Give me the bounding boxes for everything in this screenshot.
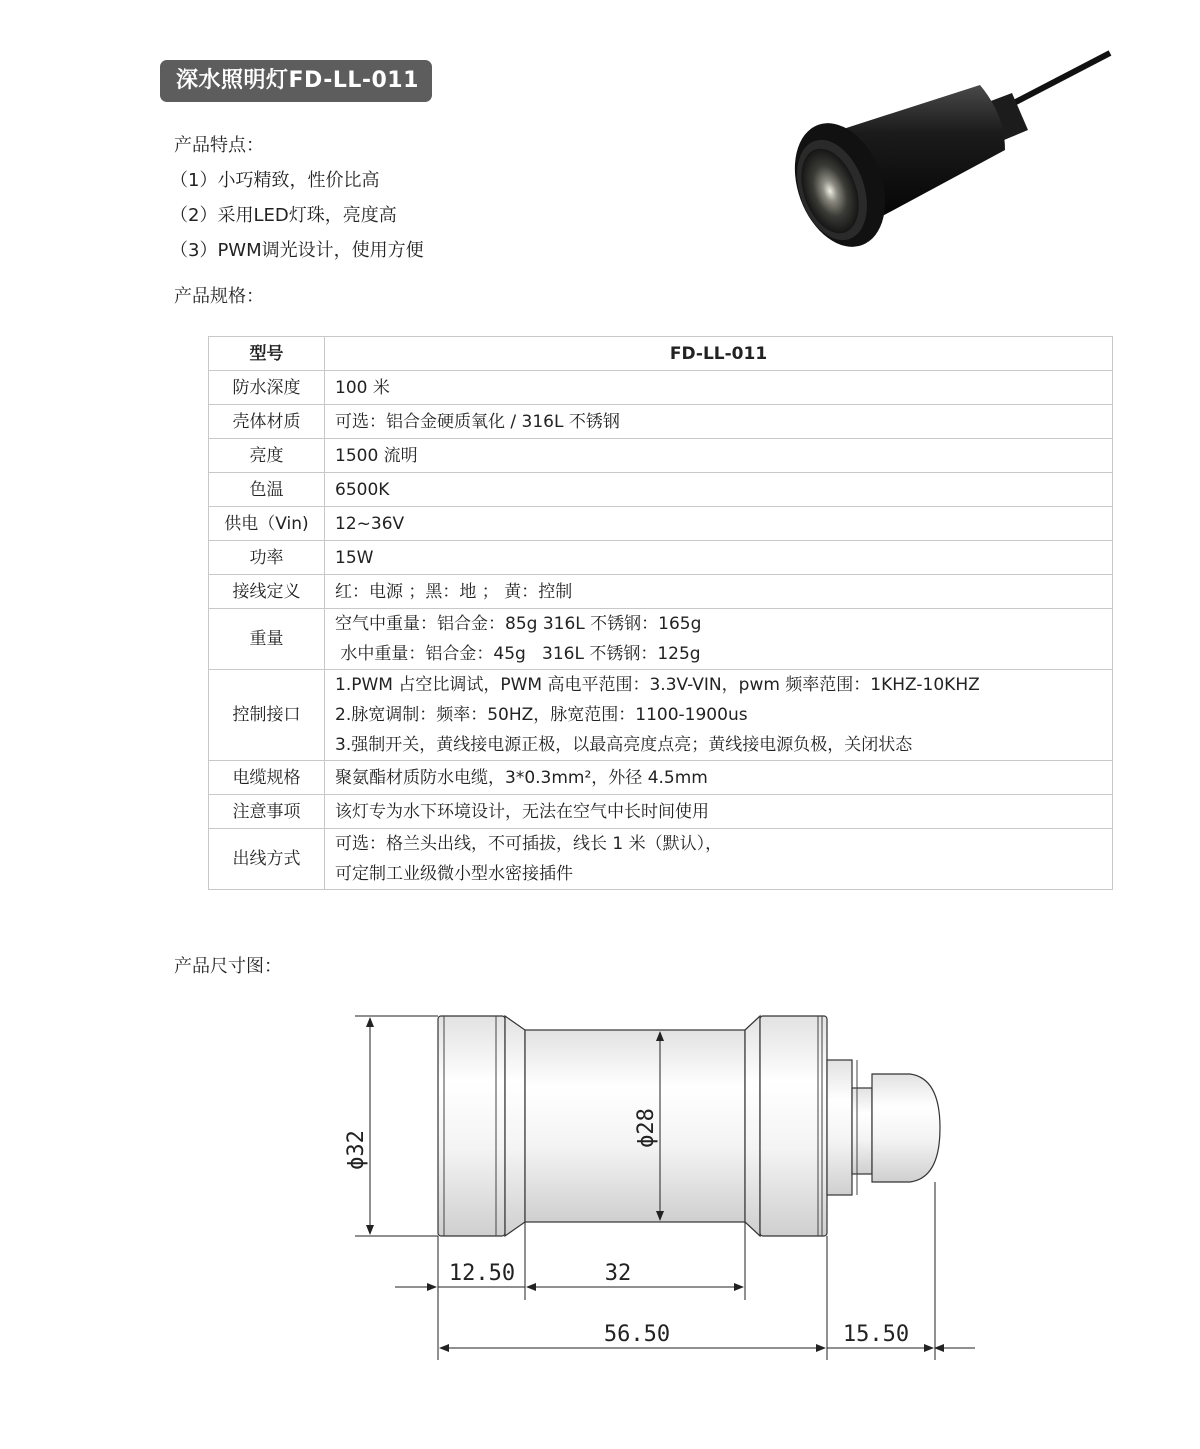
row-value xyxy=(325,609,1113,670)
feature-item: （1）小巧精致，性价比高 xyxy=(170,170,380,191)
row-key: 供电（Vin) xyxy=(209,507,325,541)
row-line: 3.强制开关，黄线接电源正极，以最高亮度点亮；黄线接电源负极，关闭状态 xyxy=(335,735,913,755)
total-length-label: 56.50 xyxy=(603,1322,671,1347)
row-line: 该灯专为水下环境设计，无法在空气中长时间使用 xyxy=(335,801,709,822)
row-key: 功率 xyxy=(209,541,325,575)
table-row xyxy=(209,507,1113,541)
table-row xyxy=(209,761,1113,795)
row-value xyxy=(325,829,1113,890)
row-line: 2.脉宽调制：频率：50HZ，脉宽范围：1100-1900us xyxy=(335,705,748,725)
features-heading: 产品特点： xyxy=(174,135,264,156)
row-key: 防水深度 xyxy=(209,371,325,405)
row-line: 聚氨酯材质防水电缆，3*0.3mm²，外径 4.5mm xyxy=(335,767,708,788)
row-line: 6500K xyxy=(335,479,390,500)
row-value xyxy=(325,761,1113,795)
table-row xyxy=(209,829,1113,890)
row-line: 1500 流明 xyxy=(335,445,418,466)
row-line: 1.PWM 占空比调试，PWM 高电平范围：3.3V-VIN，pwm 频率范围：1KHZ-10KHZ xyxy=(335,675,980,695)
row-key: 出线方式 xyxy=(209,829,325,890)
table-row xyxy=(209,473,1113,507)
feature-item: （2）采用LED灯珠，亮度高 xyxy=(170,205,397,226)
spec-table xyxy=(208,336,1113,890)
row-key: 色温 xyxy=(209,473,325,507)
row-value xyxy=(325,439,1113,473)
cap-length-label: 12.50 xyxy=(448,1261,516,1286)
page-title: 深水照明灯FD-LL-011 xyxy=(160,60,432,102)
row-line: 水中重量：铝合金：45g 316L 不锈钢：125g xyxy=(335,644,701,664)
row-value xyxy=(325,795,1113,829)
row-value xyxy=(325,575,1113,609)
body-length-label: 32 xyxy=(604,1261,632,1286)
table-row xyxy=(209,795,1113,829)
table-header-key: 型号 xyxy=(209,337,325,371)
outer-diameter-label: ϕ32 xyxy=(344,1130,369,1170)
row-value xyxy=(325,541,1113,575)
row-line: 可定制工业级微小型水密接插件 xyxy=(335,864,573,884)
table-row xyxy=(209,371,1113,405)
row-key: 壳体材质 xyxy=(209,405,325,439)
row-line: 可选：铝合金硬质氧化 / 316L 不锈钢 xyxy=(335,411,620,432)
dimension-drawing xyxy=(330,1000,990,1380)
row-value xyxy=(325,507,1113,541)
row-value xyxy=(325,670,1113,761)
row-key: 重量 xyxy=(209,609,325,670)
gland-length-label: 15.50 xyxy=(842,1322,910,1347)
row-key: 控制接口 xyxy=(209,670,325,761)
dimensions-heading: 产品尺寸图： xyxy=(174,956,282,977)
table-row xyxy=(209,575,1113,609)
row-value xyxy=(325,371,1113,405)
row-key: 电缆规格 xyxy=(209,761,325,795)
row-value xyxy=(325,473,1113,507)
row-line: 空气中重量：铝合金：85g 316L 不锈钢：165g xyxy=(335,614,702,634)
row-line: 红：电源 ；黑：地 ； 黄：控制 xyxy=(335,581,573,602)
row-line: 可选：格兰头出线，不可插拔，线长 1 米（默认）， xyxy=(335,834,723,854)
table-row xyxy=(209,405,1113,439)
table-header-value: FD-LL-011 xyxy=(325,337,1113,371)
row-key: 亮度 xyxy=(209,439,325,473)
feature-item: （3）PWM调光设计，使用方便 xyxy=(170,240,424,261)
row-key: 注意事项 xyxy=(209,795,325,829)
row-line: 15W xyxy=(335,547,374,568)
table-row xyxy=(209,541,1113,575)
inner-diameter-label: ϕ28 xyxy=(634,1108,659,1148)
table-row xyxy=(209,439,1113,473)
specs-heading: 产品规格： xyxy=(174,286,264,307)
row-line: 12~36V xyxy=(335,513,405,534)
table-row xyxy=(209,670,1113,761)
row-value xyxy=(325,405,1113,439)
row-key: 接线定义 xyxy=(209,575,325,609)
table-row xyxy=(209,609,1113,670)
product-image xyxy=(780,45,1120,265)
table-header-row xyxy=(209,337,1113,371)
row-line: 100 米 xyxy=(335,377,390,398)
